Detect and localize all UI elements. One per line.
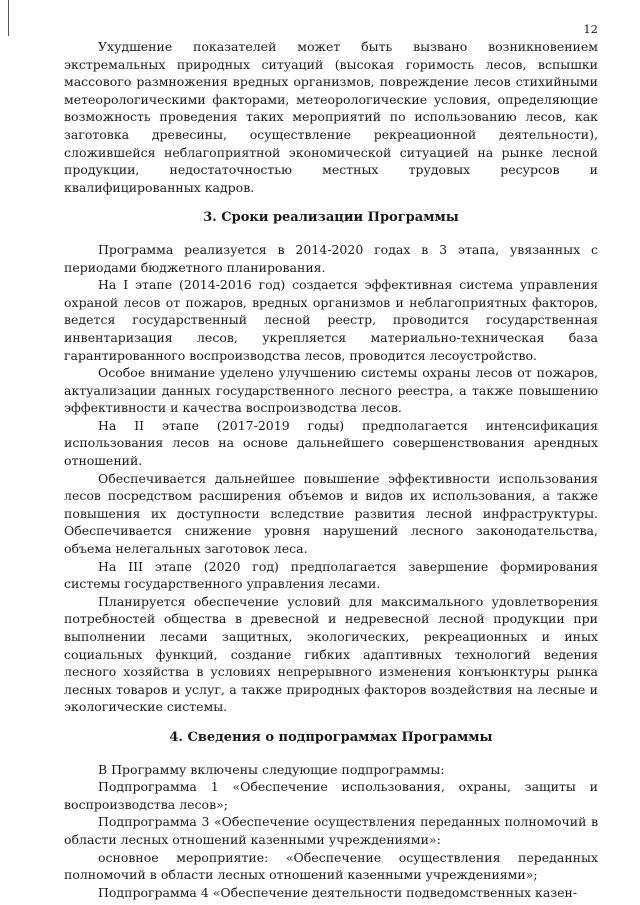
paragraph: Подпрограмма 4 «Обеспечение деятельности подведомственных казен- <box>98 884 578 900</box>
paragraph: Планируется обеспечение условий для максимального удовлетворения потребностей общества в древесной и недревесной лесной продукции при выполнении лесами защитных, экологических, рекреационных и иных социальных функций, создание гибких адаптивных технологий ведения лесного хозяйства в условиях непрерывного изменения конъюнктуры рынка лесных товаров и услуг, а также природных факторов воздействия на лесные и экологические системы. <box>64 593 598 715</box>
paragraph: Обеспечивается дальнейшее повышение эффективности использования лесов посредством расширения объемов и видов их использования, а также повышения их доступности вследствие развития лесной инфраструктуры. Обеспечивается снижение уровня нарушений лесного законодательства, объема нелегальных заготовок леса. <box>64 470 598 557</box>
paragraph: В Программу включены следующие подпрограммы: <box>98 761 445 777</box>
section-3-body <box>64 241 598 716</box>
section-4-body <box>64 761 598 902</box>
paragraph: На II этапе (2017-2019 годы) предполагается интенсификация использования лесов на основе дальнейшего совершенствования арендных отношений. <box>64 417 598 469</box>
paragraph: Подпрограмма 1 «Обеспечение использования, охраны, защиты и воспроизводства лесов»; <box>64 779 598 812</box>
paragraph: На III этапе (2020 год) предполагается завершение формирования системы государственного управления лесами. <box>64 558 598 592</box>
paragraph: основное мероприятие: «Обеспечение осуществления переданных полномочий в области лесных отношений казенными учреждениями»; <box>64 849 598 883</box>
section-3-heading: 3. Сроки реализации Программы <box>203 210 459 226</box>
page-number: 12 <box>583 22 598 36</box>
paragraph: Особое внимание уделено улучшению системы охраны лесов от пожаров, актуализации данных государственного лесного реестра, а также повышению эффективности и качества воспроизводства лесов. <box>64 365 598 416</box>
paragraph: Ухудшение показателей может быть вызвано возникновением экстремальных природных ситуаций (высокая горимость лесов, вспышки массового размножения вредных организмов, повреждение лесов стихийными метеорологическими факторами, метеорологические условия, определяющие возможность проведения таких мероприятий по использованию лесов, как заготовка древесины, осуществление рекреационной деятельности), сложившейся неблагоприятной экономической ситуацией на рынке лесной продукции, недостаточностью местных трудовых ресурсов и квалифицированных кадров. <box>64 39 598 195</box>
document-body <box>64 38 598 901</box>
section-4-heading: 4. Сведения о подпрограммах Программы <box>169 729 493 745</box>
paragraph: Программа реализуется в 2014-2020 годах в 3 этапа, увязанных с периодами бюджетного планирования. <box>64 241 598 275</box>
paragraph: На I этапе (2014-2016 год) создается эффективная система управления охраной лесов от пожаров, вредных организмов и неблагоприятных факторов, ведется государственный лесной реестр, проводится государственная инвентаризация лесов, укрепляется материально-техническая база гарантированного воспроизводства лесов, проводится лесоустройство. <box>64 277 598 363</box>
scan-edge-line <box>8 0 9 36</box>
paragraph: Подпрограмма 3 «Обеспечение осуществления переданных полномочий в области лесных отношений казенными учреждениями»: <box>64 814 598 847</box>
intro-block <box>64 38 598 196</box>
